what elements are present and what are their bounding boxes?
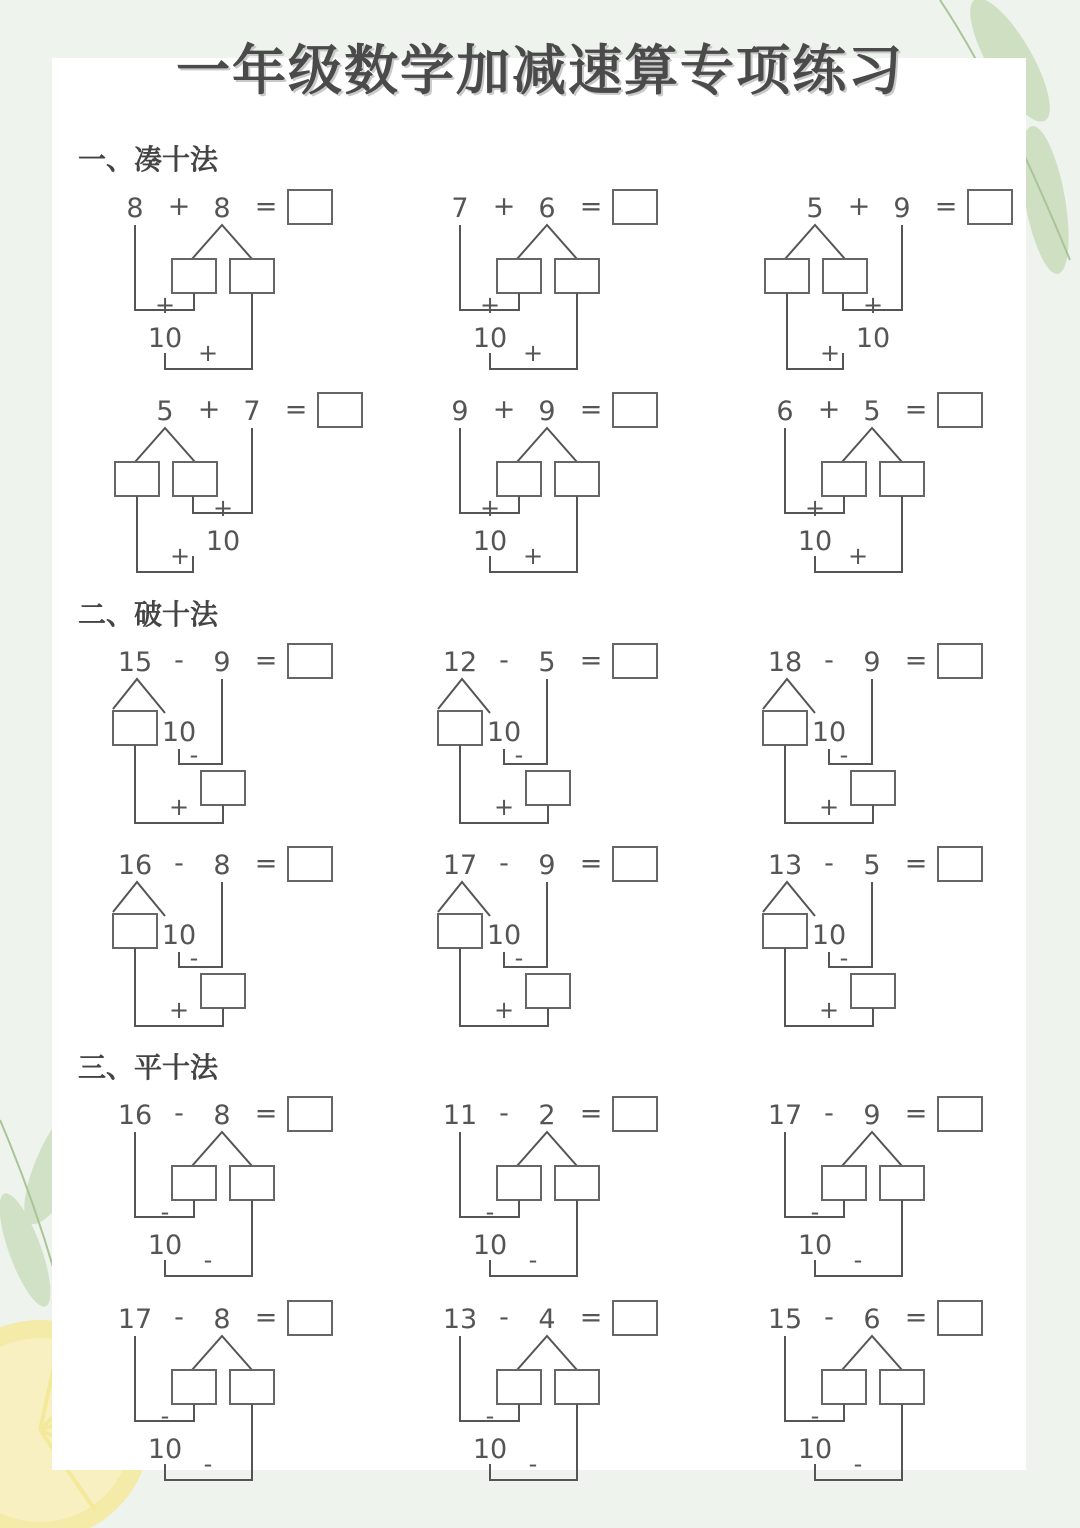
minus-sign: - <box>160 1402 170 1430</box>
problem-1-5 <box>451 393 657 572</box>
minus-sign: - <box>810 1402 820 1430</box>
operand-b: 5 <box>538 647 556 678</box>
answer-box[interactable] <box>938 393 982 427</box>
split-box-left[interactable] <box>172 1370 216 1404</box>
plus-sign: + <box>818 793 840 821</box>
operand-a: 13 <box>442 1304 478 1335</box>
split-box-right[interactable] <box>555 462 599 496</box>
problem-2-5 <box>438 847 657 1026</box>
problem-2-6 <box>763 847 982 1026</box>
ten-label: 10 <box>147 323 183 354</box>
operand-a: 16 <box>117 1100 153 1131</box>
operand-a: 7 <box>451 193 469 224</box>
plus-sign: + <box>169 542 191 570</box>
plus-sign: + <box>212 494 234 522</box>
plus-sign: + <box>493 996 515 1024</box>
connector-line <box>517 428 577 462</box>
operand-b: 5 <box>863 396 881 427</box>
operand-b: 9 <box>863 1100 881 1131</box>
answer-box[interactable] <box>938 1301 982 1335</box>
equals-sign: = <box>579 848 603 879</box>
difference-box[interactable] <box>201 974 245 1008</box>
operand-a: 12 <box>442 647 478 678</box>
connector-line <box>438 679 490 713</box>
operator: - <box>824 1098 834 1129</box>
operator: - <box>824 848 834 879</box>
plus-sign: + <box>168 996 190 1024</box>
connector-line <box>135 428 195 462</box>
ten-label: 10 <box>472 1434 508 1465</box>
ten-label: 10 <box>797 1230 833 1261</box>
operand-b: 8 <box>213 1100 231 1131</box>
problem-2-2 <box>438 644 657 823</box>
operator: + <box>492 191 516 222</box>
ten-label: 10 <box>472 526 508 557</box>
operand-a: 11 <box>442 1100 478 1131</box>
problem-2-4 <box>113 847 332 1026</box>
equals-sign: = <box>579 1098 603 1129</box>
operand-b: 9 <box>538 396 556 427</box>
problem-3-2 <box>443 1097 657 1276</box>
ten-label: 10 <box>797 1434 833 1465</box>
plus-sign: + <box>493 793 515 821</box>
operand-b: 6 <box>538 193 556 224</box>
plus-sign: + <box>197 339 219 367</box>
section-title-level-ten: 三、平十法 <box>78 1051 219 1084</box>
ten-label: 10 <box>472 323 508 354</box>
problem-1-3 <box>765 190 1012 369</box>
answer-box[interactable] <box>613 393 657 427</box>
answer-box[interactable] <box>613 1097 657 1131</box>
minus-sign: - <box>203 1450 213 1478</box>
split-box-ones[interactable] <box>763 914 807 948</box>
split-box-ones[interactable] <box>113 914 157 948</box>
equals-sign: = <box>904 1302 928 1333</box>
plus-sign: + <box>479 494 501 522</box>
operand-a: 15 <box>117 647 153 678</box>
problem-3-4 <box>118 1301 332 1480</box>
equals-sign: = <box>934 191 958 222</box>
answer-box[interactable] <box>613 190 657 224</box>
connector-line <box>763 679 815 713</box>
operand-a: 18 <box>767 647 803 678</box>
answer-box[interactable] <box>318 393 362 427</box>
answer-box[interactable] <box>613 644 657 678</box>
ten-label: 10 <box>855 323 891 354</box>
connector-line <box>517 1132 577 1166</box>
operand-b: 8 <box>213 1304 231 1335</box>
difference-box[interactable] <box>526 771 570 805</box>
minus-sign: - <box>189 741 199 769</box>
minus-sign: - <box>839 944 849 972</box>
operand-a: 8 <box>126 193 144 224</box>
answer-box[interactable] <box>288 1097 332 1131</box>
operand-b: 9 <box>538 850 556 881</box>
split-box-left[interactable] <box>497 259 541 293</box>
split-box-left[interactable] <box>822 1370 866 1404</box>
operator: - <box>824 1302 834 1333</box>
split-box-right[interactable] <box>555 1166 599 1200</box>
answer-box[interactable] <box>288 847 332 881</box>
operand-a: 16 <box>117 850 153 881</box>
operand-a: 17 <box>442 850 478 881</box>
answer-box[interactable] <box>968 190 1012 224</box>
operand-b: 6 <box>863 1304 881 1335</box>
ten-label: 10 <box>147 1434 183 1465</box>
connector-line <box>842 428 902 462</box>
split-box-left[interactable] <box>765 259 809 293</box>
plus-sign: + <box>154 291 176 319</box>
minus-sign: - <box>810 1198 820 1226</box>
split-box-left[interactable] <box>822 462 866 496</box>
operand-b: 9 <box>893 193 911 224</box>
connector-line <box>842 1132 902 1166</box>
plus-sign: + <box>862 291 884 319</box>
section-title-break-ten: 二、破十法 <box>78 598 219 631</box>
ten-label: 10 <box>486 920 522 951</box>
operand-a: 17 <box>117 1304 153 1335</box>
operand-a: 17 <box>767 1100 803 1131</box>
operand-a: 15 <box>767 1304 803 1335</box>
answer-box[interactable] <box>288 644 332 678</box>
operand-a: 13 <box>767 850 803 881</box>
operator: + <box>847 191 871 222</box>
answer-box[interactable] <box>938 1097 982 1131</box>
plus-sign: + <box>818 996 840 1024</box>
operator: + <box>197 394 221 425</box>
operator: + <box>492 394 516 425</box>
split-box-left[interactable] <box>172 1166 216 1200</box>
split-box-right[interactable] <box>230 259 274 293</box>
connector-line <box>517 225 577 259</box>
problem-1-4 <box>115 393 362 572</box>
ten-label: 10 <box>811 920 847 951</box>
plus-sign: + <box>522 339 544 367</box>
plus-sign: + <box>479 291 501 319</box>
minus-sign: - <box>203 1246 213 1274</box>
operand-a: 6 <box>776 396 794 427</box>
answer-box[interactable] <box>288 190 332 224</box>
operand-a: 5 <box>156 396 174 427</box>
operator: - <box>174 1302 184 1333</box>
problem-1-6 <box>776 393 982 572</box>
split-box-ones[interactable] <box>438 914 482 948</box>
minus-sign: - <box>514 944 524 972</box>
equals-sign: = <box>579 645 603 676</box>
operator: - <box>499 1098 509 1129</box>
answer-box[interactable] <box>288 1301 332 1335</box>
operand-b: 9 <box>863 647 881 678</box>
problem-3-6 <box>768 1301 982 1480</box>
problem-2-1 <box>113 644 332 823</box>
problem-3-5 <box>443 1301 657 1480</box>
answer-box[interactable] <box>613 1301 657 1335</box>
answer-box[interactable] <box>938 644 982 678</box>
operand-b: 8 <box>213 193 231 224</box>
split-box-right[interactable] <box>173 462 217 496</box>
operator: - <box>499 645 509 676</box>
problem-3-1 <box>118 1097 332 1276</box>
connector-line <box>192 225 252 259</box>
operand-b: 8 <box>213 850 231 881</box>
problem-1-2 <box>451 190 657 369</box>
minus-sign: - <box>839 741 849 769</box>
minus-sign: - <box>853 1450 863 1478</box>
problem-1-1 <box>126 190 332 369</box>
minus-sign: - <box>160 1198 170 1226</box>
split-box-right[interactable] <box>230 1370 274 1404</box>
operand-b: 2 <box>538 1100 556 1131</box>
equals-sign: = <box>254 848 278 879</box>
split-box-right[interactable] <box>880 1370 924 1404</box>
minus-sign: - <box>485 1198 495 1226</box>
equals-sign: = <box>254 1098 278 1129</box>
split-box-right[interactable] <box>880 1166 924 1200</box>
split-box-right[interactable] <box>823 259 867 293</box>
minus-sign: - <box>514 741 524 769</box>
split-box-left[interactable] <box>172 259 216 293</box>
operator: - <box>499 848 509 879</box>
difference-box[interactable] <box>851 974 895 1008</box>
operand-a: 5 <box>806 193 824 224</box>
operand-b: 9 <box>213 647 231 678</box>
operator: - <box>174 645 184 676</box>
ten-label: 10 <box>161 920 197 951</box>
equals-sign: = <box>284 394 308 425</box>
split-box-ones[interactable] <box>763 711 807 745</box>
equals-sign: = <box>579 191 603 222</box>
minus-sign: - <box>528 1246 538 1274</box>
minus-sign: - <box>853 1246 863 1274</box>
equals-sign: = <box>254 1302 278 1333</box>
split-box-ones[interactable] <box>438 711 482 745</box>
plus-sign: + <box>168 793 190 821</box>
equals-sign: = <box>579 1302 603 1333</box>
operand-a: 9 <box>451 396 469 427</box>
ten-label: 10 <box>811 717 847 748</box>
ten-label: 10 <box>797 526 833 557</box>
section-title-make-ten: 一、凑十法 <box>78 143 219 176</box>
ten-label: 10 <box>205 526 241 557</box>
connector-line <box>438 882 490 916</box>
problem-3-3 <box>768 1097 982 1276</box>
operand-b: 5 <box>863 850 881 881</box>
plus-sign: + <box>804 494 826 522</box>
split-box-left[interactable] <box>115 462 159 496</box>
minus-sign: - <box>485 1402 495 1430</box>
plus-sign: + <box>819 339 841 367</box>
connector-line <box>113 679 165 713</box>
split-box-right[interactable] <box>230 1166 274 1200</box>
equals-sign: = <box>579 394 603 425</box>
split-box-left[interactable] <box>497 1166 541 1200</box>
equals-sign: = <box>254 191 278 222</box>
operand-b: 7 <box>243 396 261 427</box>
plus-sign: + <box>522 542 544 570</box>
answer-box[interactable] <box>938 847 982 881</box>
ten-label: 10 <box>486 717 522 748</box>
operand-b: 4 <box>538 1304 556 1335</box>
difference-box[interactable] <box>851 771 895 805</box>
connector-line <box>113 882 165 916</box>
split-box-left[interactable] <box>497 1370 541 1404</box>
split-box-left[interactable] <box>497 462 541 496</box>
plus-sign: + <box>847 542 869 570</box>
split-box-left[interactable] <box>822 1166 866 1200</box>
operator: + <box>167 191 191 222</box>
equals-sign: = <box>904 394 928 425</box>
operator: - <box>174 848 184 879</box>
split-box-right[interactable] <box>555 1370 599 1404</box>
minus-sign: - <box>528 1450 538 1478</box>
equals-sign: = <box>904 1098 928 1129</box>
ten-label: 10 <box>472 1230 508 1261</box>
connector-line <box>192 1132 252 1166</box>
connector-line <box>763 882 815 916</box>
connector-line <box>785 225 845 259</box>
split-box-right[interactable] <box>880 462 924 496</box>
operator: - <box>499 1302 509 1333</box>
ten-label: 10 <box>147 1230 183 1261</box>
split-box-right[interactable] <box>555 259 599 293</box>
operator: - <box>174 1098 184 1129</box>
split-box-ones[interactable] <box>113 711 157 745</box>
problem-2-3 <box>763 644 982 823</box>
minus-sign: - <box>189 944 199 972</box>
connector-line <box>517 1336 577 1370</box>
difference-box[interactable] <box>201 771 245 805</box>
answer-box[interactable] <box>613 847 657 881</box>
operator: + <box>817 394 841 425</box>
difference-box[interactable] <box>526 974 570 1008</box>
ten-label: 10 <box>161 717 197 748</box>
operator: - <box>824 645 834 676</box>
connector-line <box>842 1336 902 1370</box>
connector-line <box>192 1336 252 1370</box>
equals-sign: = <box>904 848 928 879</box>
page-title: 一年级数学加减速算专项练习 <box>176 39 904 102</box>
equals-sign: = <box>904 645 928 676</box>
equals-sign: = <box>254 645 278 676</box>
